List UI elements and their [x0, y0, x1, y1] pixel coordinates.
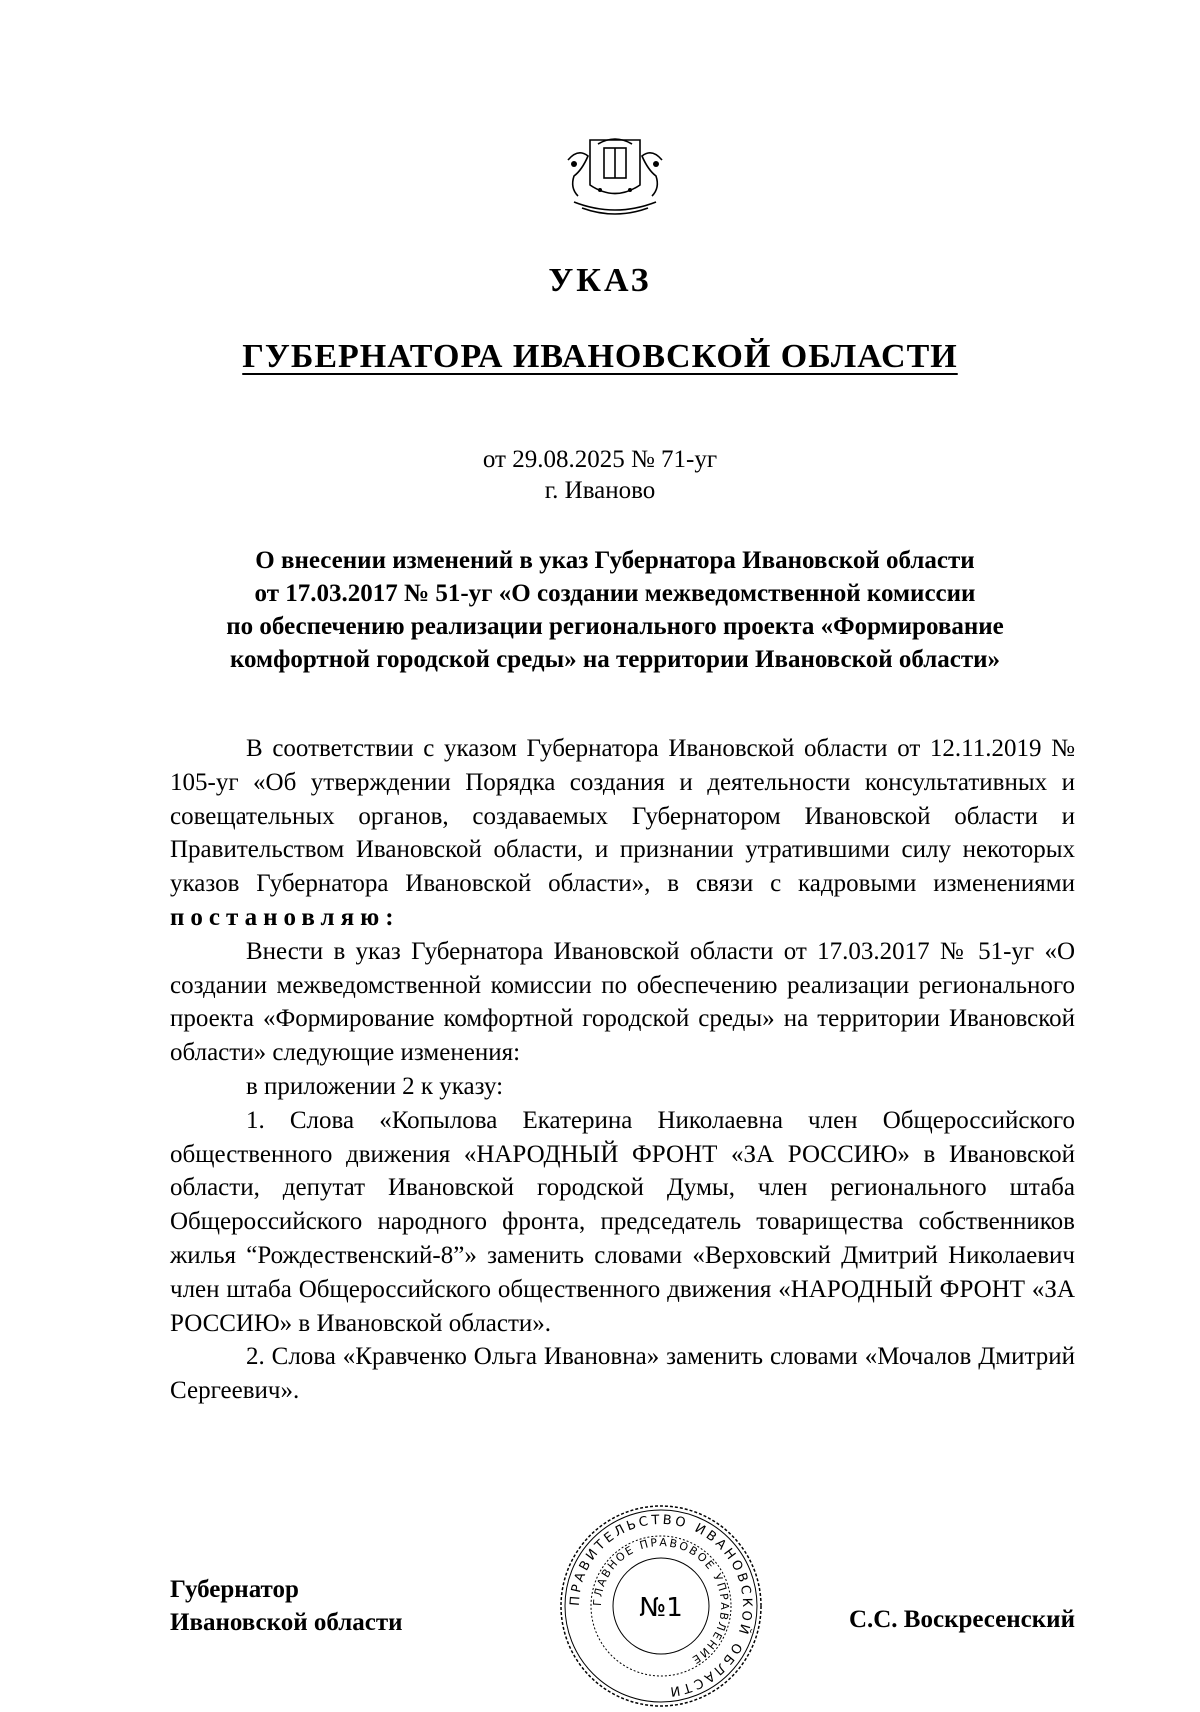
preamble-paragraph	[170, 732, 1075, 935]
official-seal-icon	[555, 1500, 767, 1712]
document-body	[170, 732, 1075, 1408]
signature-title-line: Ивановской области	[170, 1609, 403, 1636]
intro-paragraph: Внести в указ Губернатора Ивановской области от 17.03.2017 № 51-уг «О создании межведомственной комиссии по обеспечению реализации регионального проекта «Формирование комфортной городской среды» на территории Ивановской области» следующие изменения:	[170, 937, 1075, 1067]
coat-of-arms-icon	[560, 130, 670, 220]
document-issuer	[0, 338, 1200, 376]
signature-title	[170, 1573, 403, 1639]
item-2-paragraph: 2. Слова «Кравченко Ольга Ивановна» заменить словами «Мочалов Дмитрий Сергеевич».	[170, 1343, 1075, 1405]
document-subject	[150, 544, 1080, 676]
subject-line: от 17.03.2017 № 51-уг «О создании межведомственной комиссии	[254, 580, 976, 607]
signature-name: С.С. Воскресенский	[848, 1606, 1075, 1633]
signature-title-line: Губернатор	[170, 1576, 299, 1603]
document-title: УКАЗ	[548, 262, 652, 299]
appendix-paragraph: в приложении 2 к указу:	[246, 1072, 504, 1100]
preamble-text: В соответствии с указом Губернатора Ивановской области от 12.11.2019 № 105-уг «Об утверждении Порядка создания и деятельности консультативных и совещательных органов, создаваемых Губернатором Ивановской области и Правительством Ивановской области, и признании утратившими силу некоторых указов Губернатора Ивановской области», в связи с кадровыми изменениями	[170, 735, 1075, 898]
subject-line: по обеспечению реализации регионального проекта «Формирование	[226, 613, 1004, 640]
document-date: от 29.08.2025 № 71-уг	[482, 446, 718, 473]
seal-ring-text: ПРАВИТЕЛЬСТВО ИВАНОВСКОЙ ОБЛАСТИ	[567, 1512, 755, 1699]
seal-inner-text: ГЛАВНОЕ ПРАВОВОЕ УПРАВЛЕНИЕ	[590, 1535, 732, 1668]
item-1-paragraph: 1. Слова «Копылова Екатерина Николаевна член Общероссийского общественного движения «НАРОДНЫЙ ФРОНТ «ЗА РОССИЮ» в Ивановской области, депутат Ивановской городской Думы, член регионального штаба Общероссийского народного фронта, председатель товарищества собственников жилья “Рождественский-8”» заменить словами «Верховский Дмитрий Николаевич член штаба Общероссийского общественного движения «НАРОДНЫЙ ФРОНТ «ЗА РОССИЮ» в Ивановской области».	[170, 1106, 1075, 1337]
subject-line: комфортной городской среды» на территории Ивановской области»	[229, 646, 1001, 673]
subject-line: О внесении изменений в указ Губернатора Ивановской области	[255, 547, 975, 574]
decree-word: постановляю:	[170, 903, 400, 931]
seal-number: №1	[639, 1593, 683, 1623]
document-issuer-text: ГУБЕРНАТОРА ИВАНОВСКОЙ ОБЛАСТИ	[242, 338, 958, 375]
document-city: г. Иваново	[544, 477, 656, 504]
